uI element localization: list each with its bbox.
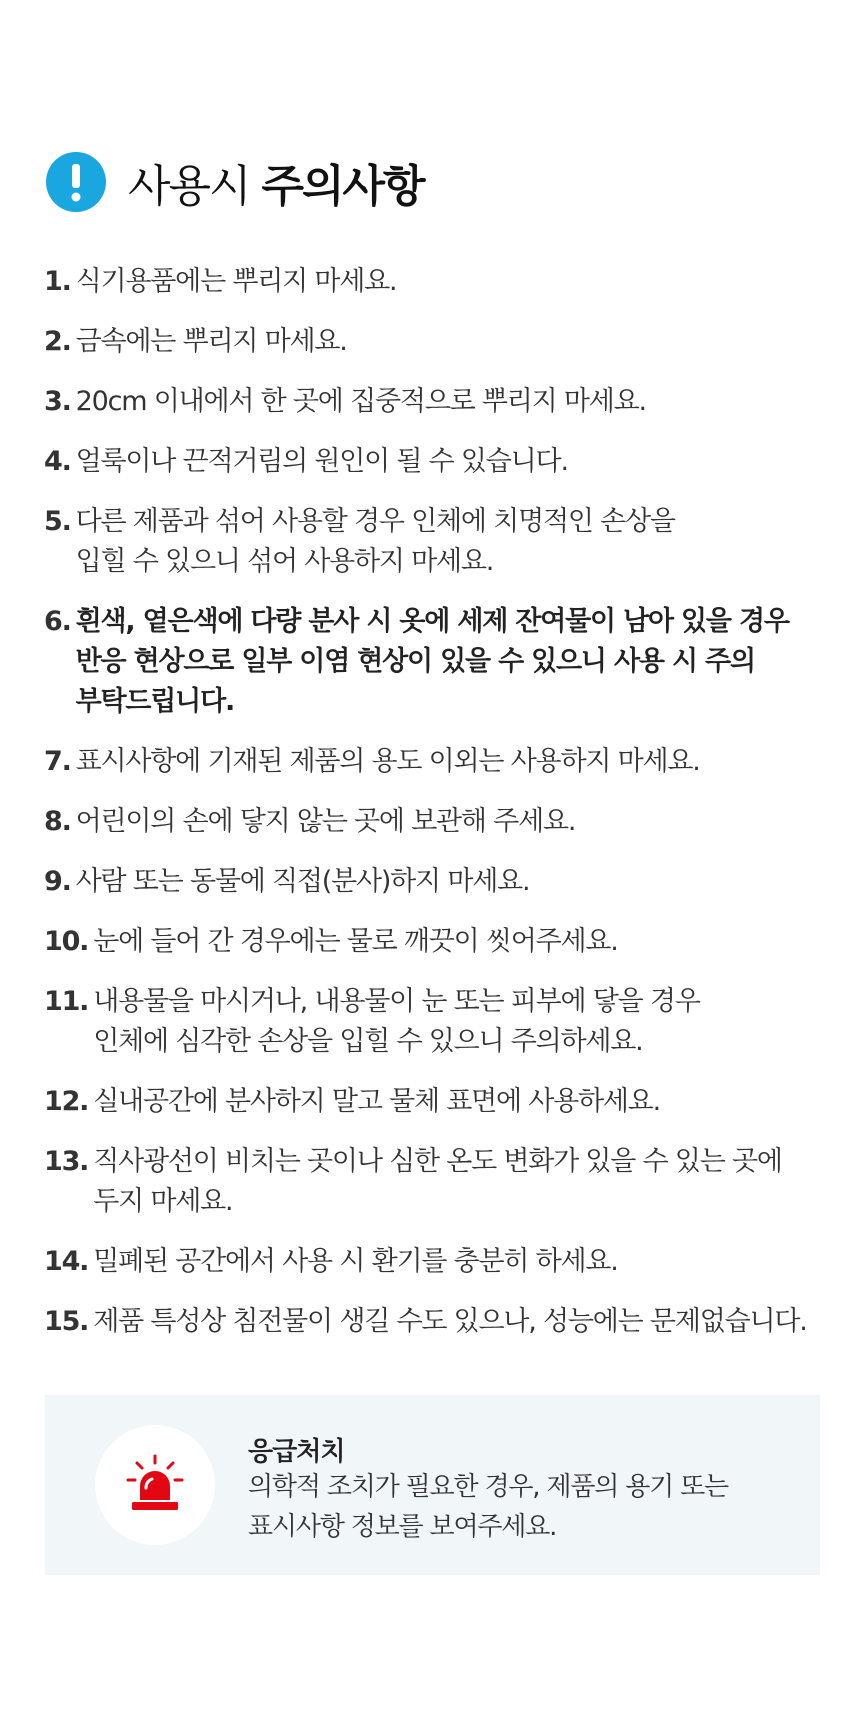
list-item [44,1302,834,1342]
item-number: 12. [44,1086,89,1117]
list-item-emphasized [44,602,834,722]
item-text: 흰색, 옅은색에 다량 분사 시 옷에 세제 잔여물이 남아 있을 경우 반응 현상으로 일부 이염 현상이 있을 수 있으니 사용 시 주의 부탁드립니다. [75,606,789,717]
emergency-description: 의학적 조치가 필요한 경우, 제품의 용기 또는 표시사항 정보를 보여주세요. [248,1472,728,1542]
item-number: 6. [44,606,71,637]
item-number: 11. [44,986,89,1017]
item-text: 20cm 이내에서 한 곳에 집중적으로 뿌리지 마세요. [75,386,646,417]
item-text: 어린이의 손에 닿지 않는 곳에 보관해 주세요. [75,806,576,837]
list-item [44,1242,834,1282]
page-header [46,150,424,214]
item-text: 밀폐된 공간에서 사용 시 환기를 충분히 하세요. [93,1246,618,1277]
item-text: 금속에는 뿌리지 마세요. [75,326,347,357]
siren-icon [120,1450,190,1520]
siren-icon-container [95,1425,215,1545]
item-number: 9. [44,866,71,897]
list-item [44,262,834,302]
item-text: 얼룩이나 끈적거림의 원인이 될 수 있습니다. [75,446,568,477]
list-item [44,802,834,842]
item-text: 식기용품에는 뿌리지 마세요. [75,266,397,297]
exclamation-icon [46,152,106,212]
emergency-title: 응급처치 [248,1437,345,1467]
page-title-bold: 주의사항 [261,161,424,212]
item-text: 내용물을 마시거나, 내용물이 눈 또는 피부에 닿을 경우 인체에 심각한 손상을 입힐 수 있으니 주의하세요. [93,986,700,1057]
item-number: 1. [44,266,71,297]
list-item [44,442,834,482]
item-text: 실내공간에 분사하지 말고 물체 표면에 사용하세요. [93,1086,661,1117]
item-text: 다른 제품과 섞어 사용할 경우 인체에 치명적인 손상을 입힐 수 있으니 섞어 사용하지 마세요. [75,506,675,577]
item-number: 3. [44,386,71,417]
item-text: 제품 특성상 침전물이 생길 수도 있으나, 성능에는 문제없습니다. [93,1306,807,1337]
emergency-box [45,1395,820,1575]
list-item [44,862,834,902]
item-number: 15. [44,1306,89,1337]
item-text: 눈에 들어 간 경우에는 물로 깨끗이 씻어주세요. [93,926,618,957]
precautions-list [44,262,834,1362]
list-item [44,322,834,362]
item-number: 4. [44,446,71,477]
item-text: 표시사항에 기재된 제품의 용도 이외는 사용하지 마세요. [75,746,700,777]
item-number: 10. [44,926,89,957]
list-item [44,982,834,1062]
list-item [44,1142,834,1222]
list-item [44,382,834,422]
page-title-light: 사용시 [128,161,250,212]
list-item [44,1082,834,1122]
item-text: 사람 또는 동물에 직접(분사)하지 마세요. [75,866,530,897]
list-item [44,742,834,782]
item-number: 13. [44,1146,89,1177]
item-number: 14. [44,1246,89,1277]
page-title [128,150,424,214]
item-number: 8. [44,806,71,837]
list-item [44,922,834,962]
item-number: 2. [44,326,71,357]
item-text: 직사광선이 비치는 곳이나 심한 온도 변화가 있을 수 있는 곳에 두지 마세요. [93,1146,782,1217]
item-number: 5. [44,506,71,537]
list-item [44,502,834,582]
item-number: 7. [44,746,71,777]
